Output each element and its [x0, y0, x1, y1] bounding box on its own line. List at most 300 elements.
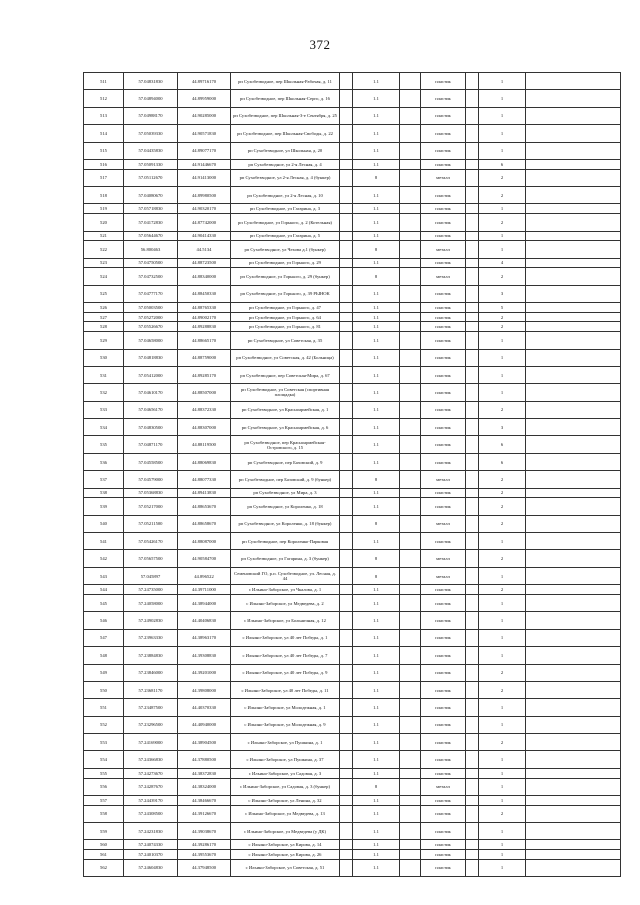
row-number: 539 — [84, 498, 124, 515]
spacer-cell — [466, 550, 479, 567]
spacer-cell — [526, 699, 621, 716]
table-row — [84, 214, 621, 231]
longitude-cell: 44.89077170 — [178, 142, 231, 159]
spacer-cell — [400, 204, 421, 214]
latitude-cell: 57.23963330 — [124, 629, 178, 646]
address-cell: рп Сухобезводное, пер Школьная-3-е Сентября, д. 25 — [231, 107, 340, 124]
count-cell: 1 — [479, 716, 526, 733]
material-cell: пластик — [421, 647, 466, 664]
spacer-cell — [466, 366, 479, 383]
longitude-cell: 44.91446670 — [178, 159, 231, 169]
volume-cell: 1.1 — [353, 850, 400, 860]
count-cell: 1 — [479, 840, 526, 850]
material-cell: пластик — [421, 332, 466, 349]
longitude-cell: 44.89288830 — [178, 322, 231, 332]
count-cell: 2 — [479, 734, 526, 751]
material-cell: пластик — [421, 716, 466, 733]
table-row — [84, 471, 621, 488]
spacer-cell — [340, 125, 353, 142]
count-cell: 2 — [479, 550, 526, 567]
spacer-cell — [526, 453, 621, 470]
spacer-cell — [400, 419, 421, 436]
material-cell: металл — [421, 169, 466, 186]
spacer-cell — [340, 859, 353, 876]
volume-cell: 1.1 — [353, 533, 400, 550]
row-number: 560 — [84, 840, 124, 850]
volume-cell: 1.1 — [353, 751, 400, 768]
table-row — [84, 681, 621, 698]
table-row — [84, 699, 621, 716]
spacer-cell — [526, 533, 621, 550]
address-cell: рп Сухобезводное, ул Гагарина, д. 3 (бункер) — [231, 550, 340, 567]
volume-cell: 1.1 — [353, 859, 400, 876]
spacer-cell — [400, 768, 421, 778]
row-number: 561 — [84, 850, 124, 860]
longitude-cell: 44.88087000 — [178, 533, 231, 550]
latitude-cell: 57.24366830 — [124, 751, 178, 768]
row-number: 526 — [84, 303, 124, 313]
spacer-cell — [340, 550, 353, 567]
spacer-cell — [526, 107, 621, 124]
spacer-cell — [526, 366, 621, 383]
spacer-cell — [526, 629, 621, 646]
table-row — [84, 125, 621, 142]
table-row — [84, 204, 621, 214]
row-number: 514 — [84, 125, 124, 142]
address-cell: с Ильино-Заборское, ул Больничная, д. 12 — [231, 612, 340, 629]
row-number: 543 — [84, 567, 124, 584]
spacer-cell — [466, 268, 479, 285]
longitude-cell: 44.88077330 — [178, 471, 231, 488]
spacer-cell — [400, 734, 421, 751]
spacer-cell — [466, 734, 479, 751]
spacer-cell — [340, 498, 353, 515]
table-row — [84, 629, 621, 646]
latitude-cell: 57.04871170 — [124, 436, 178, 453]
latitude-cell: 57.04172830 — [124, 214, 178, 231]
spacer-cell — [526, 258, 621, 268]
row-number: 529 — [84, 332, 124, 349]
volume-cell: 1.1 — [353, 699, 400, 716]
longitude-cell: 44.38904500 — [178, 734, 231, 751]
volume-cell: 1.1 — [353, 795, 400, 805]
spacer-cell — [466, 612, 479, 629]
spacer-cell — [466, 73, 479, 90]
count-cell: 1 — [479, 349, 526, 366]
longitude-cell: 44.88507000 — [178, 384, 231, 401]
spacer-cell — [400, 612, 421, 629]
material-cell: пластик — [421, 823, 466, 840]
spacer-cell — [340, 647, 353, 664]
spacer-cell — [340, 384, 353, 401]
address-cell: рп Сухобезводное, ул Горького, д. 64 — [231, 312, 340, 322]
address-cell: рп Сухобезводное, ул 2-я Лесная, д. 4 (бункер) — [231, 169, 340, 186]
latitude-cell: 57.05039330 — [124, 125, 178, 142]
spacer-cell — [340, 840, 353, 850]
row-number: 553 — [84, 734, 124, 751]
material-cell: пластик — [421, 436, 466, 453]
spacer-cell — [526, 647, 621, 664]
latitude-cell: 57.05091330 — [124, 159, 178, 169]
spacer-cell — [340, 73, 353, 90]
volume-cell: 1.1 — [353, 840, 400, 850]
count-cell: 1 — [479, 629, 526, 646]
count-cell: 1 — [479, 533, 526, 550]
count-cell: 1 — [479, 73, 526, 90]
volume-cell: 1.1 — [353, 453, 400, 470]
count-cell: 1 — [479, 699, 526, 716]
latitude-cell: 57.05112670 — [124, 169, 178, 186]
count-cell: 2 — [479, 187, 526, 204]
row-number: 528 — [84, 322, 124, 332]
spacer-cell — [466, 401, 479, 418]
spacer-cell — [400, 268, 421, 285]
latitude-cell: 57.24058000 — [124, 594, 178, 611]
longitude-cell: 44.89285170 — [178, 366, 231, 383]
latitude-cell: 57.24074330 — [124, 840, 178, 850]
count-cell: 1 — [479, 90, 526, 107]
row-number: 532 — [84, 384, 124, 401]
spacer-cell — [340, 241, 353, 258]
spacer-cell — [340, 805, 353, 822]
volume-cell: 1.1 — [353, 681, 400, 698]
latitude-cell: 57.05426170 — [124, 533, 178, 550]
spacer-cell — [400, 515, 421, 532]
material-cell: пластик — [421, 204, 466, 214]
table-row — [84, 778, 621, 795]
spacer-cell — [466, 805, 479, 822]
row-number: 562 — [84, 859, 124, 876]
spacer-cell — [466, 850, 479, 860]
address-cell: с Ильино-Заборское, ул 40 лет Победы, д. 9 — [231, 664, 340, 681]
spacer-cell — [466, 681, 479, 698]
latitude-cell: 57.05412000 — [124, 366, 178, 383]
volume-cell: 1.1 — [353, 312, 400, 322]
table-row — [84, 436, 621, 453]
material-cell: пластик — [421, 73, 466, 90]
latitude-cell: 57.04080670 — [124, 187, 178, 204]
spacer-cell — [466, 142, 479, 159]
spacer-cell — [526, 751, 621, 768]
spacer-cell — [526, 436, 621, 453]
material-cell: пластик — [421, 681, 466, 698]
spacer-cell — [340, 567, 353, 584]
spacer-cell — [340, 699, 353, 716]
spacer-cell — [466, 214, 479, 231]
spacer-cell — [340, 751, 353, 768]
volume-cell: 1.1 — [353, 142, 400, 159]
row-number: 525 — [84, 285, 124, 302]
address-cell: рп Сухобезводное, ул Гагарина, д. 5 — [231, 231, 340, 241]
spacer-cell — [526, 734, 621, 751]
count-cell: 2 — [479, 498, 526, 515]
address-cell: рп Сухобезводное, ул Горького, д. 29 — [231, 258, 340, 268]
spacer-cell — [400, 567, 421, 584]
latitude-cell: 57.24273670 — [124, 768, 178, 778]
latitude-cell: 57.04656170 — [124, 401, 178, 418]
material-cell: пластик — [421, 612, 466, 629]
address-cell: с Ильино-Заборское, ул Молодежная, д. 1 — [231, 699, 340, 716]
longitude-cell: 44.88665170 — [178, 332, 231, 349]
table-row — [84, 840, 621, 850]
count-cell: 1 — [479, 612, 526, 629]
longitude-cell: 44.88759000 — [178, 349, 231, 366]
spacer-cell — [466, 241, 479, 258]
spacer-cell — [400, 142, 421, 159]
spacer-cell — [526, 419, 621, 436]
spacer-cell — [400, 629, 421, 646]
spacer-cell — [400, 859, 421, 876]
spacer-cell — [466, 716, 479, 733]
spacer-cell — [400, 349, 421, 366]
address-cell: рп Сухобезводное, пер Красноармейская- Островского, д. 15 — [231, 436, 340, 453]
spacer-cell — [526, 612, 621, 629]
spacer-cell — [466, 629, 479, 646]
longitude-cell: 44.39808000 — [178, 681, 231, 698]
latitude-cell: 57.05217000 — [124, 498, 178, 515]
count-cell: 6 — [479, 159, 526, 169]
spacer-cell — [400, 498, 421, 515]
longitude-cell: 44.88372330 — [178, 401, 231, 418]
spacer-cell — [400, 125, 421, 142]
spacer-cell — [400, 169, 421, 186]
address-cell: с Ильино-Заборское, ул Кирова, д. 14 — [231, 840, 340, 850]
address-cell: рп Сухобезводное, ул Красноармейская, д. 1 — [231, 401, 340, 418]
table-row — [84, 285, 621, 302]
row-number: 523 — [84, 258, 124, 268]
table-row — [84, 734, 621, 751]
spacer-cell — [400, 594, 421, 611]
spacer-cell — [340, 401, 353, 418]
spacer-cell — [466, 515, 479, 532]
spacer-cell — [400, 664, 421, 681]
material-cell: пластик — [421, 840, 466, 850]
count-cell: 2 — [479, 401, 526, 418]
volume-cell: 8 — [353, 268, 400, 285]
table-row — [84, 384, 621, 401]
table-row — [84, 419, 621, 436]
volume-cell: 8 — [353, 567, 400, 584]
row-number: 538 — [84, 488, 124, 498]
row-number: 535 — [84, 436, 124, 453]
table-row — [84, 159, 621, 169]
row-number: 549 — [84, 664, 124, 681]
table-row — [84, 312, 621, 322]
spacer-cell — [526, 859, 621, 876]
spacer-cell — [340, 322, 353, 332]
spacer-cell — [340, 850, 353, 860]
spacer-cell — [466, 453, 479, 470]
row-number: 512 — [84, 90, 124, 107]
volume-cell: 8 — [353, 471, 400, 488]
count-cell: 1 — [479, 241, 526, 258]
latitude-cell: 57.04435830 — [124, 142, 178, 159]
latitude-cell: 57.045897 — [124, 567, 178, 584]
spacer-cell — [400, 533, 421, 550]
spacer-cell — [340, 303, 353, 313]
latitude-cell: 57.05644670 — [124, 231, 178, 241]
material-cell: пластик — [421, 751, 466, 768]
spacer-cell — [340, 142, 353, 159]
material-cell: пластик — [421, 214, 466, 231]
material-cell: пластик — [421, 850, 466, 860]
material-cell: пластик — [421, 312, 466, 322]
material-cell: металл — [421, 550, 466, 567]
row-number: 519 — [84, 204, 124, 214]
spacer-cell — [400, 312, 421, 322]
latitude-cell: 57.04579000 — [124, 471, 178, 488]
row-number: 542 — [84, 550, 124, 567]
table-row — [84, 90, 621, 107]
longitude-cell: 44.90584700 — [178, 550, 231, 567]
spacer-cell — [526, 716, 621, 733]
volume-cell: 8 — [353, 778, 400, 795]
longitude-cell: 44.40370330 — [178, 699, 231, 716]
table-row — [84, 73, 621, 90]
spacer-cell — [526, 471, 621, 488]
material-cell: пластик — [421, 805, 466, 822]
address-cell: с Ильино-Заборское, ул 40 лет Победы, д. 7 — [231, 647, 340, 664]
material-cell: пластик — [421, 303, 466, 313]
spacer-cell — [466, 303, 479, 313]
volume-cell: 1.1 — [353, 349, 400, 366]
volume-cell: 1.1 — [353, 498, 400, 515]
spacer-cell — [466, 169, 479, 186]
spacer-cell — [526, 515, 621, 532]
spacer-cell — [400, 159, 421, 169]
table-row — [84, 515, 621, 532]
longitude-cell: 44.40406830 — [178, 612, 231, 629]
material-cell: пластик — [421, 322, 466, 332]
address-cell: с Ильино-Заборское, ул Пушкина, д. 37 — [231, 751, 340, 768]
longitude-cell: 44.89980500 — [178, 187, 231, 204]
address-cell: с Ильино-Заборское, ул Медведева (у ДК) — [231, 823, 340, 840]
spacer-cell — [466, 312, 479, 322]
latitude-cell: 57.24735000 — [124, 585, 178, 595]
latitude-cell: 57.24169000 — [124, 734, 178, 751]
spacer-cell — [340, 268, 353, 285]
spacer-cell — [400, 241, 421, 258]
material-cell: пластик — [421, 349, 466, 366]
table-row — [84, 332, 621, 349]
table-row — [84, 453, 621, 470]
spacer-cell — [340, 204, 353, 214]
address-cell: рп Сухобезводное, пер Базовский, д. 9 — [231, 453, 340, 470]
table-row — [84, 169, 621, 186]
longitude-cell: 44.88340000 — [178, 268, 231, 285]
latitude-cell: 57.24902830 — [124, 612, 178, 629]
spacer-cell — [400, 647, 421, 664]
material-cell: металл — [421, 515, 466, 532]
spacer-cell — [526, 795, 621, 805]
material-cell: пластик — [421, 768, 466, 778]
spacer-cell — [526, 805, 621, 822]
latitude-cell: 57.24010370 — [124, 850, 178, 860]
count-cell: 6 — [479, 453, 526, 470]
spacer-cell — [340, 332, 353, 349]
spacer-cell — [400, 488, 421, 498]
longitude-cell: 44.88653670 — [178, 498, 231, 515]
address-cell: рп Сухобезводное, ул Советская, д. 42 (Больница) — [231, 349, 340, 366]
longitude-cell: 44.37948500 — [178, 859, 231, 876]
longitude-cell: 44.88119500 — [178, 436, 231, 453]
row-number: 559 — [84, 823, 124, 840]
spacer-cell — [400, 303, 421, 313]
address-cell: с Ильино-Заборское, ул 40 лет Победы, д. 1 — [231, 629, 340, 646]
longitude-cell: 44.87742000 — [178, 214, 231, 231]
spacer-cell — [340, 187, 353, 204]
count-cell: 2 — [479, 169, 526, 186]
address-cell: с Ильино-Заборское, ул Пушкина, д. 1 — [231, 734, 340, 751]
address-cell: рп Сухобезводное, ул Советская (спортивная площадка) — [231, 384, 340, 401]
latitude-cell: 57.04988170 — [124, 107, 178, 124]
volume-cell: 1.1 — [353, 805, 400, 822]
volume-cell: 1.1 — [353, 419, 400, 436]
spacer-cell — [466, 187, 479, 204]
row-number: 533 — [84, 401, 124, 418]
row-number: 558 — [84, 805, 124, 822]
table-row — [84, 550, 621, 567]
longitude-cell: 44.38372830 — [178, 768, 231, 778]
spacer-cell — [526, 681, 621, 698]
count-cell: 1 — [479, 332, 526, 349]
material-cell: пластик — [421, 285, 466, 302]
row-number: 554 — [84, 751, 124, 768]
material-cell: металл — [421, 778, 466, 795]
address-cell: рп Сухобезводное, пер Советская-Мира, д. 67 — [231, 366, 340, 383]
count-cell: 1 — [479, 142, 526, 159]
spacer-cell — [526, 850, 621, 860]
row-number: 521 — [84, 231, 124, 241]
spacer-cell — [526, 664, 621, 681]
spacer-cell — [466, 332, 479, 349]
material-cell: пластик — [421, 734, 466, 751]
spacer-cell — [400, 471, 421, 488]
spacer-cell — [466, 859, 479, 876]
volume-cell: 1.1 — [353, 585, 400, 595]
address-cell: рп Сухобезводное, ул Горького, д. 81 — [231, 322, 340, 332]
volume-cell: 1.1 — [353, 258, 400, 268]
spacer-cell — [526, 778, 621, 795]
spacer-cell — [526, 823, 621, 840]
count-cell: 2 — [479, 681, 526, 698]
spacer-cell — [466, 258, 479, 268]
spacer-cell — [340, 778, 353, 795]
spacer-cell — [466, 488, 479, 498]
longitude-cell: 44.38944000 — [178, 594, 231, 611]
longitude-cell: 44.896522 — [178, 567, 231, 584]
volume-cell: 1.1 — [353, 436, 400, 453]
table-row — [84, 795, 621, 805]
longitude-cell: 44.88658670 — [178, 515, 231, 532]
count-cell: 2 — [479, 268, 526, 285]
row-number: 544 — [84, 585, 124, 595]
table-row — [84, 664, 621, 681]
spacer-cell — [340, 419, 353, 436]
spacer-cell — [466, 533, 479, 550]
row-number: 522 — [84, 241, 124, 258]
row-number: 517 — [84, 169, 124, 186]
spacer-cell — [466, 778, 479, 795]
volume-cell: 1.1 — [353, 214, 400, 231]
spacer-cell — [526, 312, 621, 322]
latitude-cell: 57.24287670 — [124, 778, 178, 795]
address-cell: с Ильино-Заборское, ул Садовая, д. 3 — [231, 768, 340, 778]
table-row — [84, 567, 621, 584]
address-cell: рп Сухобезводное, ул Горького, д. 39 РЫНОК — [231, 285, 340, 302]
material-cell: пластик — [421, 498, 466, 515]
spacer-cell — [400, 751, 421, 768]
